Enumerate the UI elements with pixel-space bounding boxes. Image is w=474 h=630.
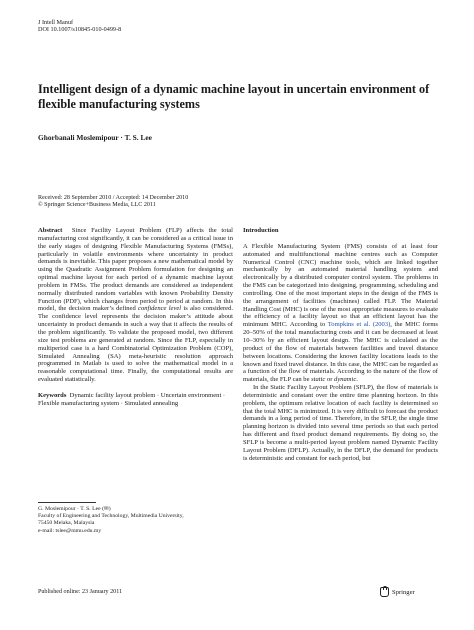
publisher-logo [380,587,415,597]
abstract-label: Abstract [38,227,63,234]
keywords [38,392,233,408]
published-online: Published online: 23 January 2011 [38,589,123,595]
doi[interactable]: DOI 10.1007/s10845-010-0499-8 [38,26,122,34]
citation-link[interactable]: Tompkins et al. (2003) [327,321,391,329]
journal-header [38,19,121,34]
intro-paragraph-1 [243,243,438,384]
right-column [243,227,438,462]
footnote-divider [38,502,96,503]
authors: Ghorbanali Moslemipour · T. S. Lee [38,133,152,142]
received-dates: Received: 28 September 2010 / Accepted: 14 December 2010 [38,195,189,201]
keywords-label: Keywords [38,391,67,399]
springer-horse-icon [380,587,389,597]
abstract-text-1: Since Facility Layout Problem (FLP) affects the total manufacturing cost significantly, it can be considered as a critical issue in the early stages of designing Flexible Manufacturing Systems (FMSs), particularly in volatile environments where uncertainty in product demands is inevitable. This paper proposes a new mathematical model by using the Quadratic Assignment Problem formulation for designing an optimal machine layout for each period of a dynamic machine layout problem in FMSs. The product demands are considered as independent normally distributed random variables with known Probability Density Function (PDF), which changes from period to period at random. In this model, the decision maker’s defined [38,227,233,313]
publisher-name: Springer [392,588,415,596]
affiliation-name: G. Moslemipour · T. S. Lee (✉) [38,506,111,512]
paper-title: Intelligent design of a dynamic machine layout in uncertain environment of flexible manufacturing systems [38,82,430,111]
affiliation [38,506,184,535]
intro-p1-a: A Flexible Manufacturing System (FMS) consists of at least four automated and multifunctional machine centres such as Computer Numerical Control (CNC) machine tools, which are linked together mechanically by an automated material handling system and electronically by a distributed computer control system. The problems in the FMS can be categorized into designing, programming, scheduling and controlling. One of the most important steps in the design of the FMS is the arrangement of facilities (machines) called FLP. The Material Handling Cost (MHC) is one of the most appropriate measures to evaluate the efficiency of a facility layout so that an efficient layout has the minimum MHC. According to [243,242,438,329]
intro-dynamic: dynamic [334,376,357,384]
journal-name: J Intell Manuf [38,19,74,26]
abstract-italic-term: confidence level [138,305,182,313]
abstract [38,227,233,384]
intro-or: or [325,376,335,384]
intro-static: static [311,376,326,384]
affiliation-line1: Faculty of Engineering and Technology, Multimedia University, [38,513,184,520]
abstract-text-2: is also considered. The confidence level represents the decision maker’s attitude about uncertainty in product demands in such a way that it affects the results of the problem significantly. To validate the proposed model, two different size test problems are generated at random. Since the FLP, especially in multiperiod case is a hard Combinatorial Optimization Problem (COP), Simulated Annealing (SA) meta-heuristic resolution approach programmed in Matlab is used to solve the mathematical model in a reasonable computational time. Finally, the computational results are evaluated statistically. [38,305,233,384]
copyright: © Springer Science+Business Media, LLC 2011 [38,202,156,209]
keywords-text: Dynamic facility layout problem · Uncertain environment · Flexible manufacturing system · Simulated annealing [38,391,226,407]
affiliation-email[interactable]: e-mail: tslee@mmu.edu.my [38,527,102,534]
left-column [38,227,233,408]
intro-p1-b: , the MHC forms 20–50% of the total manufacturing costs and it can be decreased at least 10–30% by an efficient layout design. The MHC is calculated as the product of the flow of materials between facilities and travel distance between locations. Considering the known facility locations leads to the known and fixed travel distance. In this case, the MHC can be regarded as a function of the flow of materials. According to the nature of the flow of materials, the FLP can be [243,321,438,384]
affiliation-line2: 75450 Melaka, Malaysia [38,520,95,527]
intro-period: . [356,376,358,384]
received-block [38,195,188,210]
intro-paragraph-2: In the Static Facility Layout Problem (SFLP), the flow of materials is deterministic and constant over the entire time planning horizon. In this problem, the optimum relative location of each facility is determined so that the total MHC is minimized. It is very difficult to forecast the product demands in a long period of time. Therefore, in the SFLP, the single time planning horizon is divided into several time periods so that each period has different and fixed product demand requirements. By doing so, the SFLP is become a multi-period layout problem named Dynamic Facility Layout Problem (DFLP). Actually, in the DFLP, the demand for products is deterministic and constant for each period, but [243,384,438,462]
introduction-heading: Introduction [243,227,279,234]
